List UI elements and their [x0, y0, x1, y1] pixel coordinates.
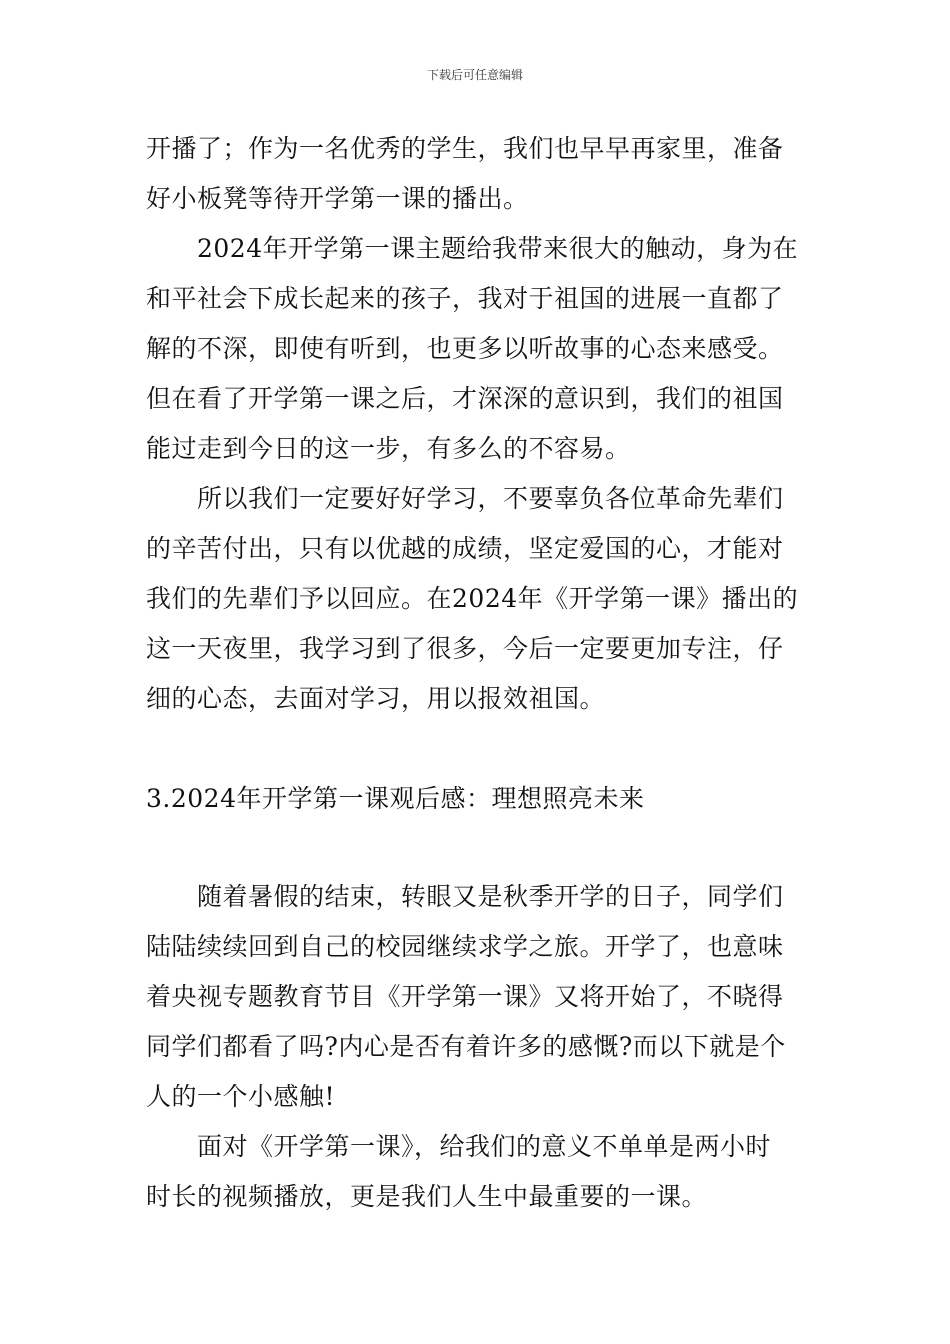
text-line: 我们的先辈们予以回应。在2024年《开学第一课》播出的 [146, 584, 799, 613]
text-line: 好小板凳等待开学第一课的播出。 [146, 184, 529, 213]
text-line: 人的一个小感触! [146, 1082, 336, 1111]
text-line: 同学们都看了吗?内心是否有着许多的感慨?而以下就是个 [146, 1032, 786, 1061]
text-line: 和平社会下成长起来的孩子，我对于祖国的进展一直都了 [146, 284, 784, 313]
text-line: 这一天夜里，我学习到了很多，今后一定要更加专注，仔 [146, 634, 784, 663]
section-heading: 3.2024年开学第一课观后感：理想照亮未来 [146, 784, 645, 813]
text-line: 开播了；作为一名优秀的学生，我们也早早再家里，准备 [146, 134, 784, 163]
page-header-note: 下载后可任意编辑 [426, 68, 523, 82]
text-line: 2024年开学第一课主题给我带来很大的触动，身为在 [146, 234, 799, 263]
text-line: 时长的视频播放，更是我们人生中最重要的一课。 [146, 1182, 708, 1211]
text-line: 随着暑假的结束，转眼又是秋季开学的日子，同学们 [146, 882, 784, 911]
text-line: 解的不深，即使有听到，也更多以听故事的心态来感受。 [146, 334, 784, 363]
text-line: 的辛苦付出，只有以优越的成绩，坚定爱国的心，才能对 [146, 534, 784, 563]
text-line: 面对《开学第一课》，给我们的意义不单单是两小时 [146, 1132, 772, 1161]
text-line: 能过走到今日的这一步，有多么的不容易。 [146, 434, 631, 463]
text-line: 所以我们一定要好好学习，不要辜负各位革命先辈们 [146, 484, 784, 513]
text-line: 但在看了开学第一课之后，才深深的意识到，我们的祖国 [146, 384, 784, 413]
text-line: 着央视专题教育节目《开学第一课》又将开始了，不晓得 [146, 982, 784, 1011]
text-line: 细的心态，去面对学习，用以报效祖国。 [146, 684, 606, 713]
text-line: 陆陆续续回到自己的校园继续求学之旅。开学了，也意味 [146, 932, 784, 961]
